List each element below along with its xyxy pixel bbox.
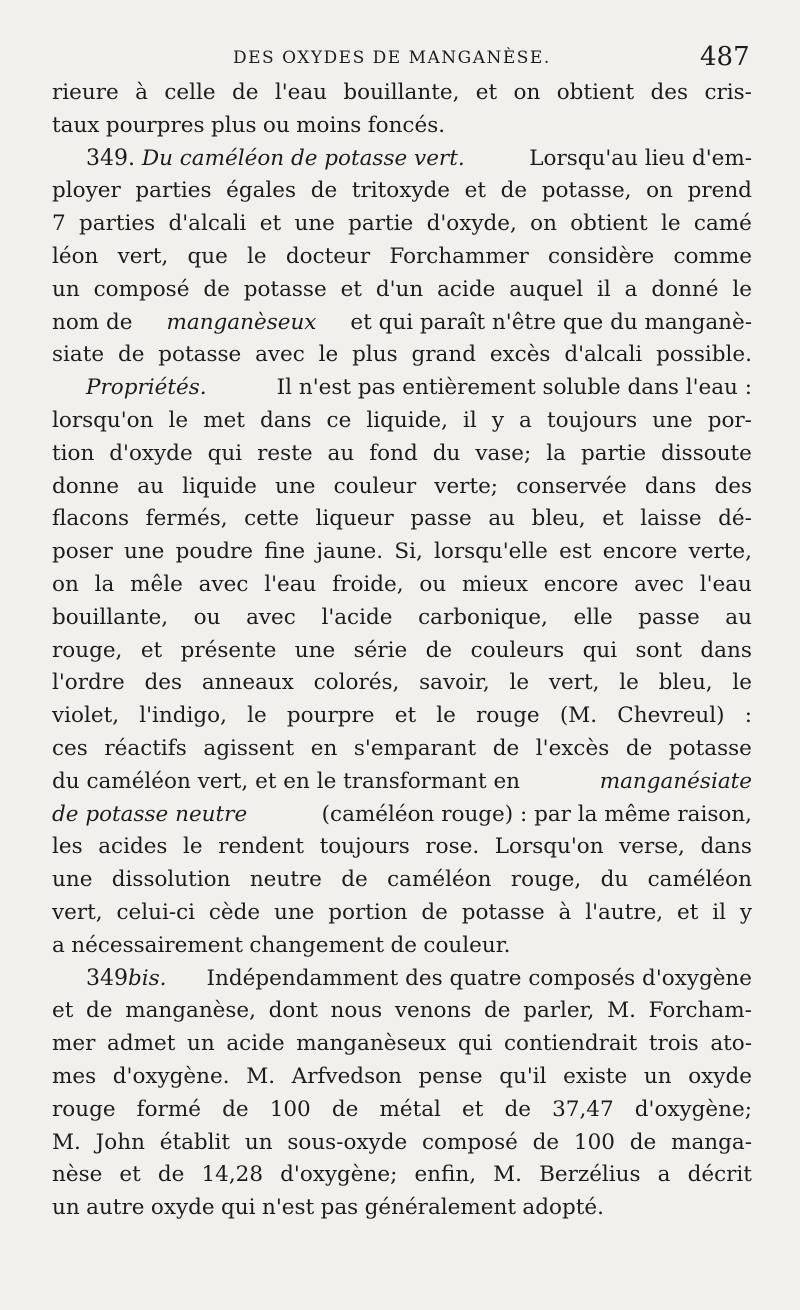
text-line: donne au liquide une couleur verte; conservée dans des [52, 473, 752, 499]
text-line: 7 parties d'alcali et une partie d'oxyde, on obtient le camé [52, 211, 752, 237]
section-number: 349. [86, 145, 135, 171]
text-line: ces réactifs agissent en s'emparant de l'excès de potasse [52, 735, 752, 761]
text-line [52, 799, 752, 832]
section-number: 349 [86, 965, 128, 991]
text-line: rouge, et présente une série de couleurs qui sont dans [52, 637, 752, 663]
text-line: bouillante, ou avec l'acide carbonique, elle passe au [52, 604, 752, 630]
text-line: léon vert, que le docteur Forchammer considère comme [52, 243, 752, 269]
text-line: un composé de potasse et d'un acide auquel il a donné le [52, 276, 752, 302]
body-text [52, 77, 752, 1225]
text-line: poser une poudre fine jaune. Si, lorsqu'elle est encore verte, [52, 539, 752, 565]
text-line [52, 766, 752, 799]
text-line: violet, l'indigo, le pourpre et le rouge (M. Chevreul) : [52, 703, 752, 729]
text-line: nèse et de 14,28 d'oxygène; enfin, M. Berzélius a décrit [52, 1162, 752, 1188]
running-title: DES OXYDES DE MANGANÈSE. [233, 48, 551, 68]
text-line: rouge formé de 100 de métal et de 37,47 d'oxygène; [52, 1096, 752, 1122]
text-line: mer admet un acide manganèseux qui contiendrait trois ato- [52, 1031, 752, 1057]
properties-heading-line [52, 372, 752, 405]
text-line [52, 307, 752, 340]
text-line: vert, celui-ci cède une portion de potasse à l'autre, et il y [52, 899, 752, 925]
text-line: l'ordre des anneaux colorés, savoir, le vert, le bleu, le [52, 670, 752, 696]
text-line: un autre oxyde qui n'est pas généralement adopté. [52, 1195, 604, 1221]
text-line: on la mêle avec l'eau froide, ou mieux encore avec l'eau [52, 571, 752, 597]
text-segment: Indépendamment des quatre composés d'oxygène [206, 965, 752, 991]
text-segment: (caméléon rouge) : par la même raison, [321, 801, 752, 827]
text-line: siate de potasse avec le plus grand excès d'alcali possible. [52, 342, 752, 368]
text-segment: Il n'est pas entièrement soluble dans l'eau : [276, 375, 752, 401]
text-line: ployer parties égales de tritoxyde et de potasse, on prend [52, 178, 752, 204]
text-line: lorsqu'on le met dans ce liquide, il y a toujours une por- [52, 407, 752, 433]
text-segment: du caméléon vert, et en le transformant en [52, 768, 521, 794]
text-segment: Lorsqu'au lieu d'em- [529, 145, 752, 171]
text-line: a nécessairement changement de couleur. [52, 932, 511, 958]
section-349-heading-line [52, 143, 752, 176]
text-line: tion d'oxyde qui reste au fond du vase; la partie dissoute [52, 440, 752, 466]
page-number: 487 [700, 42, 750, 72]
text-line: les acides le rendent toujours rose. Lorsqu'on verse, dans [52, 834, 752, 860]
text-line: taux pourpres plus ou moins foncés. [52, 112, 446, 138]
page-header [0, 40, 800, 80]
text-line: et de manganèse, dont nous venons de parler, M. Forcham- [52, 998, 752, 1024]
text-line: M. John établit un sous-oxyde composé de 100 de manga- [52, 1129, 752, 1155]
properties-label: Propriétés. [86, 375, 207, 401]
text-line: flacons fermés, cette liqueur passe au bleu, et laisse dé- [52, 506, 752, 532]
text-line: rieure à celle de l'eau bouillante, et on obtient des cris- [52, 80, 752, 105]
text-line: une dissolution neutre de caméléon rouge, du caméléon [52, 867, 752, 893]
text-line: mes d'oxygène. M. Arfvedson pense qu'il existe un oxyde [52, 1063, 752, 1089]
text-segment: nom de [52, 309, 133, 335]
section-title: Du caméléon de potasse vert. [141, 145, 465, 171]
italic-term: manganésiate [599, 768, 752, 794]
italic-term: manganèseux [166, 309, 317, 335]
italic-term: de potasse neutre [52, 801, 248, 827]
text-segment: et qui paraît n'être que du manganè- [350, 309, 752, 335]
bis-label: bis. [128, 965, 167, 991]
section-349bis-heading-line [52, 963, 752, 996]
